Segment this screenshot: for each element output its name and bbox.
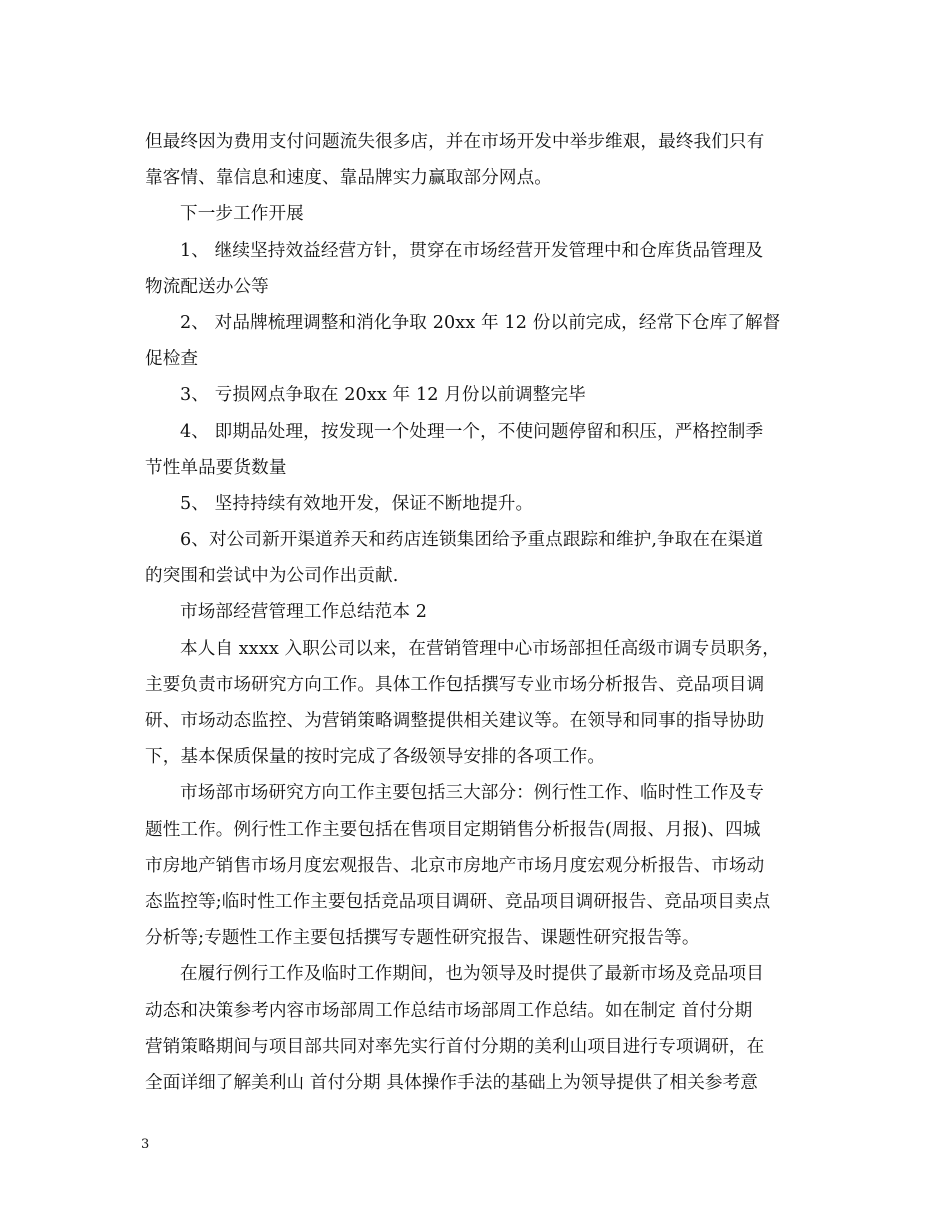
- list-item: 6、对公司新开渠道养天和药店连锁集团给予重点跟踪和维护,争取在在渠道: [180, 530, 764, 551]
- text-line: 下，基本保质保量的按时完成了各级领导安排的各项工作。: [145, 747, 606, 768]
- text-line: 市房地产销售市场月度宏观报告、北京市房地产市场月度宏观分析报告、市场动: [145, 855, 765, 876]
- section-heading: 下一步工作开展: [180, 204, 304, 225]
- text-line: 主要负责市场研究方向工作。具体工作包括撰写专业市场分析报告、竞品项目调: [145, 674, 765, 695]
- text-line: 节性单品要货数量: [145, 457, 287, 478]
- text-line: 但最终因为费用支付问题流失很多店，并在市场开发中举步维艰，最终我们只有: [145, 132, 765, 152]
- text-line: 靠客情、靠信息和速度、靠品牌实力赢取部分网点。: [145, 168, 552, 189]
- paragraph-line: 市场部市场研究方向工作主要包括三大部分：例行性工作、临时性工作及专: [180, 783, 764, 804]
- paragraph-line: 在履行例行工作及临时工作期间，也为领导及时提供了最新市场及竞品项目: [180, 964, 764, 985]
- text-line: 分析等;专题性工作主要包括撰写专题性研究报告、课题性研究报告等。: [145, 928, 700, 949]
- text-line: 促检查: [145, 349, 199, 370]
- text-line: 研、市场动态监控、为营销策略调整提供相关建议等。在领导和同事的指导协助: [145, 711, 765, 731]
- section-heading: 市场部经营管理工作总结范本 2: [180, 602, 428, 623]
- list-item: 5、 坚持持续有效地开发，保证不断地提升。: [180, 493, 534, 514]
- text-line: 全面详细了解美利山 首付分期 具体操作手法的基础上为领导提供了相关参考意: [145, 1072, 758, 1093]
- document-body: [145, 128, 810, 1105]
- list-item: 4、 即期品处理，按发现一个处理一个，不使问题停留和积压，严格控制季: [180, 421, 764, 442]
- paragraph-line: 本人自 xxxx 入职公司以来，在营销管理中心市场部担任高级市调专员职务，: [180, 638, 780, 659]
- text-line: 动态和决策参考内容市场部周工作总结市场部周工作总结。如在制定 首付分期: [145, 1000, 753, 1021]
- text-line: 物流配送办公等: [145, 276, 269, 297]
- text-line: 题性工作。例行性工作主要包括在售项目定期销售分析报告(周报、月报)、四城: [145, 819, 761, 840]
- text-line: 的突围和尝试中为公司作出贡献.: [145, 566, 399, 587]
- list-item: 3、 亏损网点争取在 20xx 年 12 月份以前调整完毕: [180, 385, 586, 406]
- list-item: 2、 对品牌梳理调整和消化争取 20xx 年 12 份以前完成，经常下仓库了解督: [180, 312, 781, 333]
- list-item: 1、 继续坚持效益经营方针，贯穿在市场经营开发管理中和仓库货品管理及: [180, 240, 764, 261]
- page-number: 3: [141, 1137, 150, 1152]
- text-line: 营销策略期间与项目部共同对率先实行首付分期的美利山项目进行专项调研，在: [145, 1036, 765, 1057]
- text-line: 态监控等;临时性工作主要包括竞品项目调研、竞品项目调研报告、竞品项目卖点: [145, 891, 771, 912]
